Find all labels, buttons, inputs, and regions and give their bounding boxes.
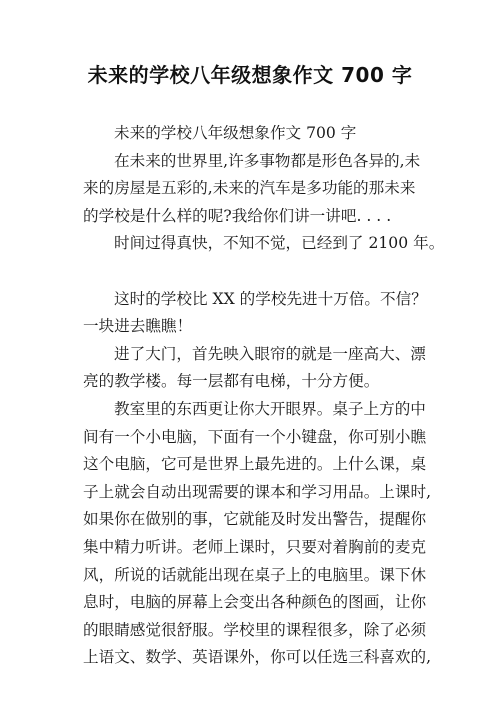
body-line: 子上就会自动出现需要的课本和学习用品。上课时, <box>83 482 432 501</box>
body-line: 的眼睛感觉很舒服。学校里的课程很多，除了必须 <box>83 620 427 639</box>
body-line: 教室里的东西更让你大开眼界。桌子上方的中 <box>114 399 426 418</box>
body-line: 一块进去瞧瞧！ <box>83 317 193 336</box>
body-line: 未来的学校八年级想象作文 700 字 <box>114 124 357 142</box>
body-line: 息时，电脑的屏幕上会变出各种颜色的图画，让你 <box>83 593 427 612</box>
body-line: 来的房屋是五彩的,未来的汽车是多功能的那未来 <box>83 179 416 198</box>
page-title: 未来的学校八年级想象作文 700 字 <box>87 63 413 87</box>
body-line: 上语文、数学、英语课外，你可以任选三科喜欢的, <box>83 648 432 667</box>
body-line: 的学校是什么样的呢?我给你们讲一讲吧. . . . <box>83 206 392 225</box>
blank-line <box>83 258 423 286</box>
body-line: 这个电脑，它可是世界上最先进的。上什么课，桌 <box>83 455 427 474</box>
body-line: 风，所说的话就能出现在桌子上的电脑里。课下休 <box>83 565 427 584</box>
body-line: 时间过得真快，不知不觉，已经到了 2100 年。 <box>114 234 445 253</box>
body-line: 间有一个小电脑，下面有一个小键盘，你可别小瞧 <box>83 427 427 446</box>
body-line: 集中精力听讲。老师上课时，只要对着胸前的麦克 <box>83 537 427 556</box>
body-line: 进了大门，首先映入眼帘的就是一座高大、漂 <box>114 344 426 363</box>
body-line: 在未来的世界里,许多事物都是形色各异的,未 <box>114 151 421 170</box>
body-line: 亮的教学楼。每一层都有电梯，十分方便。 <box>83 372 380 391</box>
body-line: 如果你在做别的事，它就能及时发出警告，提醒你 <box>83 510 427 529</box>
document-body <box>83 120 445 672</box>
body-line: 这时的学校比 XX 的学校先进十万倍。不信？ <box>114 289 427 308</box>
